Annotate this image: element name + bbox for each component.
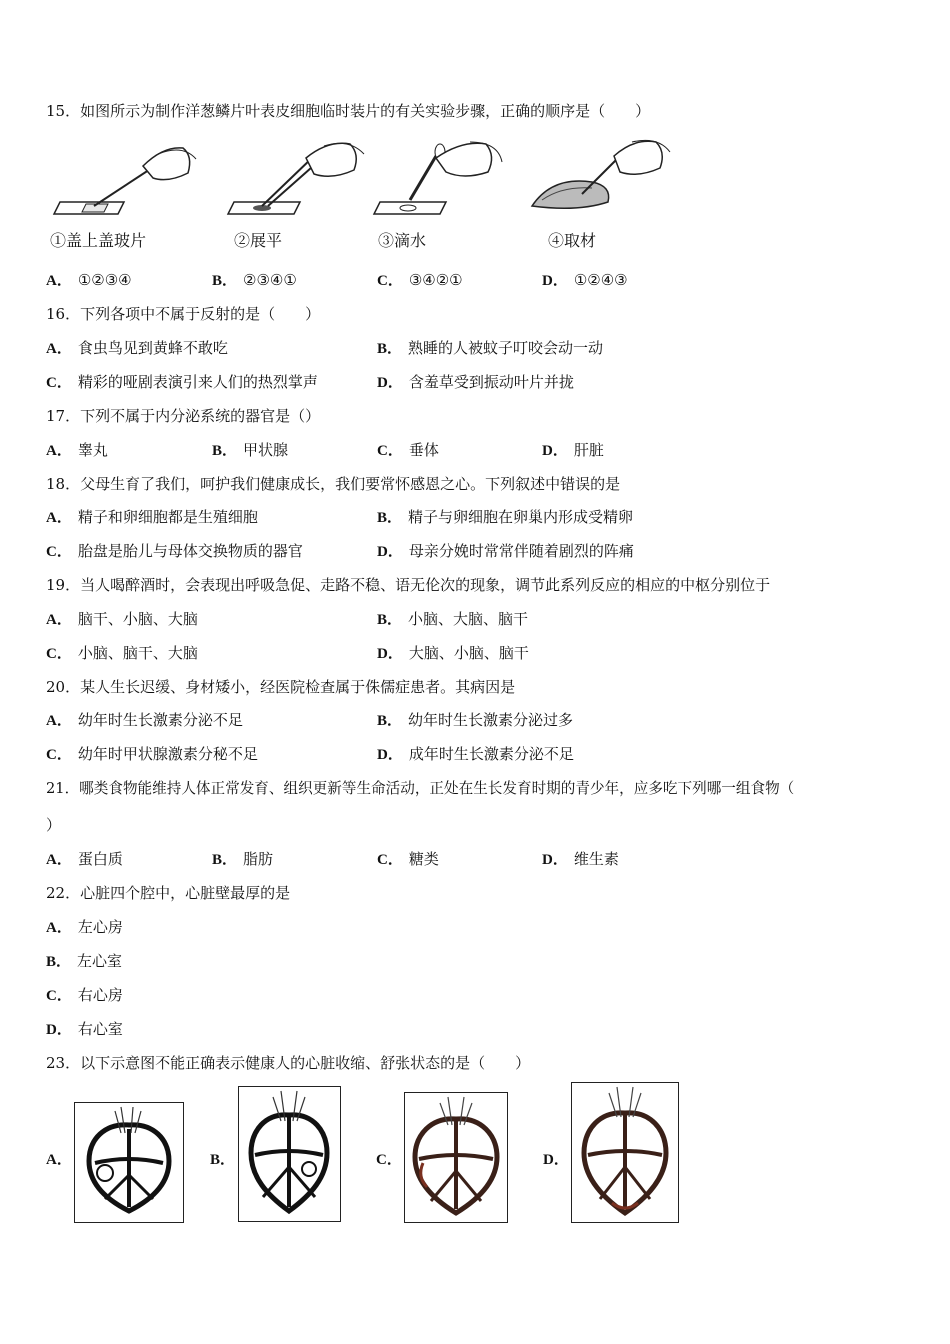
q22-option-a[interactable]: A． 左心房 (46, 918, 123, 936)
q16-stem: 16．下列各项中不属于反射的是（ ） (46, 305, 321, 323)
q18-option-a[interactable]: A． 精子和卵细胞都是生殖细胞 (46, 508, 258, 526)
q23-option-b-label[interactable]: B． (210, 1152, 236, 1168)
q23-option-c-label[interactable]: C． (376, 1152, 402, 1168)
q16-option-a[interactable]: A． 食虫鸟见到黄蜂不敢吃 (46, 339, 228, 357)
q20-option-d[interactable]: D． 成年时生长激素分泌不足 (377, 745, 574, 763)
q20-stem: 20．某人生长迟缓、身材矮小，经医院检查属于侏儒症患者。其病因是 (46, 678, 516, 696)
q19-option-a[interactable]: A． 脑干、小脑、大脑 (46, 610, 198, 628)
heart-diagram-a[interactable] (74, 1102, 184, 1223)
q15-option-a[interactable]: A． ①②③④ (46, 271, 132, 289)
q17-option-c[interactable]: C． 垂体 (377, 441, 439, 459)
caption-step-3: ③滴水 (378, 231, 427, 250)
q15-option-c[interactable]: C． ③④②① (377, 271, 463, 289)
q17-stem: 17．下列不属于内分泌系统的器官是（） (46, 407, 321, 425)
heart-a-illustration (75, 1103, 183, 1222)
q19-option-c[interactable]: C． 小脑、脑干、大脑 (46, 644, 198, 662)
q18-option-b[interactable]: B． 精子与卵细胞在卵巢内形成受精卵 (377, 508, 634, 526)
q22-option-b[interactable]: B． 左心室 (46, 952, 123, 970)
q23-option-d-label[interactable]: D． (543, 1152, 569, 1168)
step-take-material-illustration (528, 136, 678, 226)
step-drip-water-illustration (370, 136, 520, 226)
q17-option-a[interactable]: A． 睾丸 (46, 441, 108, 459)
q18-option-d[interactable]: D． 母亲分娩时常常伴随着剧烈的阵痛 (377, 542, 634, 560)
caption-step-4: ④取材 (548, 231, 597, 250)
q18-stem: 18．父母生育了我们，呵护我们健康成长，我们要常怀感恩之心。下列叙述中错误的是 (46, 475, 621, 493)
q21-stem-cont: ） (46, 816, 62, 834)
q22-option-c[interactable]: C． 右心房 (46, 986, 123, 1004)
step-cover-slip-illustration (48, 136, 198, 226)
q21-stem: 21．哪类食物能维持人体正常发育、组织更新等生命活动，正处在生长发育时期的青少年，应多吃下列哪一组食物（ (46, 780, 795, 797)
step-spread-illustration (224, 136, 374, 226)
q18-option-c[interactable]: C． 胎盘是胎儿与母体交换物质的器官 (46, 542, 303, 560)
q17-option-b[interactable]: B． 甲状腺 (212, 441, 289, 459)
caption-step-1: ①盖上盖玻片 (50, 231, 147, 250)
q23-stem: 23．以下示意图不能正确表示健康人的心脏收缩、舒张状态的是（ ） (46, 1054, 531, 1072)
heart-b-illustration (239, 1087, 340, 1221)
q15-option-b[interactable]: B． ②③④① (212, 271, 297, 289)
q20-option-b[interactable]: B． 幼年时生长激素分泌过多 (377, 711, 574, 729)
q22-stem: 22．心脏四个腔中，心脏壁最厚的是 (46, 884, 291, 902)
q15-stem: 15．如图所示为制作洋葱鳞片叶表皮细胞临时装片的有关实验步骤，正确的顺序是（ ） (46, 102, 651, 120)
q23-option-a-label[interactable]: A． (46, 1152, 72, 1168)
q21-option-b[interactable]: B． 脂肪 (212, 850, 274, 868)
q19-stem: 19．当人喝醉酒时，会表现出呼吸急促、走路不稳、语无伦次的现象，调节此系列反应的相应的中枢分别位于 (46, 576, 771, 594)
q21-option-a[interactable]: A． 蛋白质 (46, 850, 123, 868)
heart-diagram-c[interactable] (404, 1092, 508, 1223)
q21-option-c[interactable]: C． 糖类 (377, 850, 439, 868)
q21-option-d[interactable]: D． 维生素 (542, 850, 619, 868)
heart-diagram-d[interactable] (571, 1082, 679, 1223)
q16-option-c[interactable]: C． 精彩的哑剧表演引来人们的热烈掌声 (46, 373, 318, 391)
q16-option-b[interactable]: B． 熟睡的人被蚊子叮咬会动一动 (377, 339, 604, 357)
heart-diagram-b[interactable] (238, 1086, 341, 1222)
q17-option-d[interactable]: D． 肝脏 (542, 441, 604, 459)
caption-step-2: ②展平 (234, 231, 283, 250)
q15-option-d[interactable]: D． ①②④③ (542, 271, 628, 289)
q20-option-c[interactable]: C． 幼年时甲状腺激素分秘不足 (46, 745, 258, 763)
q20-option-a[interactable]: A． 幼年时生长激素分泌不足 (46, 711, 243, 729)
q19-option-b[interactable]: B． 小脑、大脑、脑干 (377, 610, 529, 628)
heart-c-illustration (405, 1093, 507, 1222)
q19-option-d[interactable]: D． 大脑、小脑、脑干 (377, 644, 529, 662)
q22-option-d[interactable]: D． 右心室 (46, 1020, 123, 1038)
q16-option-d[interactable]: D． 含羞草受到振动叶片并拢 (377, 373, 574, 391)
heart-d-illustration (572, 1083, 678, 1222)
